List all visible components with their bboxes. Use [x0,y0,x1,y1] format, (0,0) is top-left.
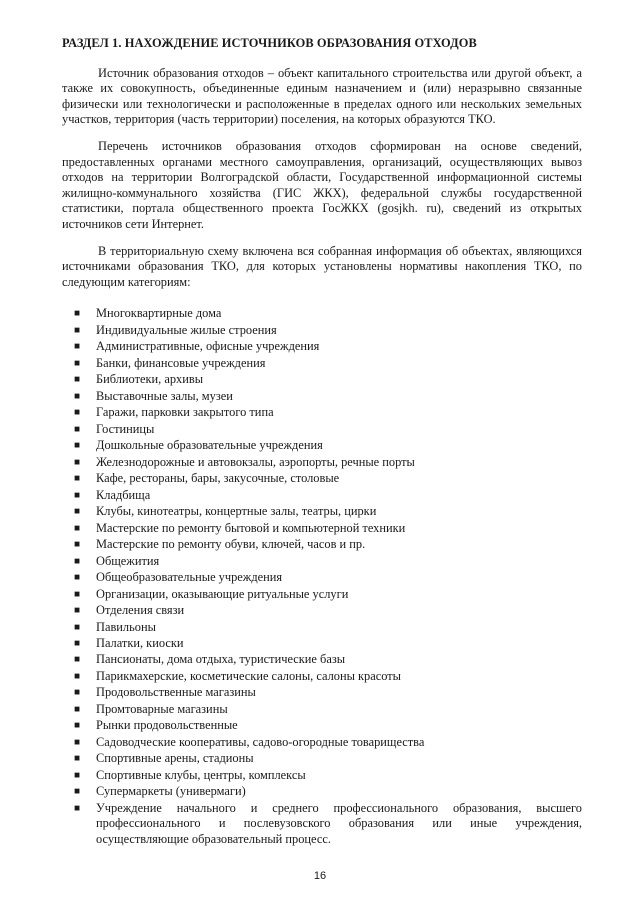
list-item-text: Индивидуальные жилые строения [96,322,277,337]
bullet-square-icon: ■ [74,440,81,452]
list-item [62,488,582,504]
bullet-square-icon: ■ [74,308,81,320]
bullet-square-icon: ■ [74,753,81,765]
list-item [62,372,582,388]
list-item-text: Продовольственные магазины [96,685,256,700]
list-item [62,422,582,438]
list-item [62,570,582,586]
list-item-text: Садоводческие кооперативы, садово-огородные товарищества [96,734,425,749]
list-item-text: Павильоны [96,619,156,634]
list-item-text: Мастерские по ремонту бытовой и компьютерной техники [96,520,406,535]
list-item-text: Общеобразовательные учреждения [96,570,283,585]
list-item-text: Банки, финансовые учреждения [96,355,266,370]
list-item [62,438,582,454]
list-item [62,504,582,520]
list-item [62,768,582,784]
list-item [62,455,582,471]
list-item-text: Дошкольные образовательные учреждения [96,438,323,453]
bullet-square-icon: ■ [74,621,81,633]
list-item [62,405,582,421]
list-item-text: Спортивные клубы, центры, комплексы [96,767,306,782]
list-item [62,685,582,701]
list-item-text: Отделения связи [96,603,185,618]
paragraph-definition: Источник образования отходов – объект капитального строительства или другой объект, а также их совокупность, объединенные единым назначением и (или) неразрывно связанные физически или технологически и расположенные в пределах одного или нескольких земельных участков, территория (часть территории) поселения, на которых образуются ТКО. [62,65,582,127]
paragraph-categories-intro: В территориальную схему включена вся собранная информация об объектах, являющихся источниками образования ТКО, для которых установлены нормативы накопления ТКО, по следующим категориям: [62,243,582,289]
bullet-square-icon: ■ [74,407,81,419]
bullet-square-icon: ■ [74,324,81,336]
bullet-square-icon: ■ [74,506,81,518]
list-item-text: Общежития [96,553,160,568]
bullet-square-icon: ■ [74,473,81,485]
list-item [62,702,582,718]
list-item [62,537,582,553]
list-item [62,323,582,339]
list-item [62,339,582,355]
bullet-square-icon: ■ [74,456,81,468]
list-item [62,471,582,487]
bullet-square-icon: ■ [74,374,81,386]
bullet-square-icon: ■ [74,555,81,567]
section-heading: РАЗДЕЛ 1. НАХОЖДЕНИЕ ИСТОЧНИКОВ ОБРАЗОВАНИЯ ОТХОДОВ [62,36,477,50]
list-item-text: Административные, офисные учреждения [96,339,320,354]
list-item-text: Учреждение начального и среднего профессионального образования, высшего профессионального и послевузовского образования или иные учреждения, осуществляющие образовательный процесс. [96,800,582,847]
page-number: 16 [313,870,327,882]
list-item [62,636,582,652]
list-item [62,587,582,603]
list-item-text: Супермаркеты (универмаги) [96,784,246,799]
bullet-square-icon: ■ [74,357,81,369]
bullet-square-icon: ■ [74,638,81,649]
list-item [62,554,582,570]
bullet-square-icon: ■ [74,489,81,501]
list-item-text: Гостиницы [96,421,155,436]
list-item [62,784,582,800]
bullet-square-icon: ■ [74,341,81,353]
list-item-text: Клубы, кинотеатры, концертные залы, театры, цирки [96,504,377,519]
list-item [62,356,582,372]
bullet-square-icon: ■ [74,605,81,617]
bullet-square-icon: ■ [74,802,81,814]
bullet-square-icon: ■ [74,720,81,732]
list-item-text: Пансионаты, дома отдыха, туристические базы [96,652,346,667]
paragraph-sources: Перечень источников образования отходов сформирован на основе сведений, предоставленных органами местного самоуправления, организаций, осуществляющих вывоз отходов на территории Волгоградской области, Государственной информационной системы жилищно-коммунального хозяйства (ГИС ЖКХ), федеральной службы государственной статистики, портала общественного проекта ГосЖКХ (gosjkh. ru), сведений из открытых источников сети Интернет. [62,138,582,231]
bullet-square-icon: ■ [74,423,81,435]
bullet-square-icon: ■ [74,522,81,534]
list-item-text: Мастерские по ремонту обуви, ключей, часов и пр. [96,537,366,552]
list-item [62,620,582,636]
list-item [62,751,582,767]
list-item [62,603,582,619]
bullet-square-icon: ■ [74,687,81,699]
list-item-text: Палатки, киоски [96,636,184,650]
bullet-square-icon: ■ [74,572,81,584]
bullet-square-icon: ■ [74,786,81,798]
list-item [62,801,582,848]
list-item-text: Парикмахерские, косметические салоны, салоны красоты [96,668,402,683]
list-item [62,735,582,751]
list-item-text: Кладбища [96,487,151,502]
bullet-square-icon: ■ [74,539,81,551]
bullet-square-icon: ■ [74,703,81,715]
list-item-text: Кафе, рестораны, бары, закусочные, столовые [96,471,340,486]
list-item [62,718,582,734]
list-item [62,669,582,685]
list-item [62,306,582,322]
list-item-text: Библиотеки, архивы [96,372,204,387]
list-item-text: Организации, оказывающие ритуальные услуги [96,586,349,601]
list-item [62,389,582,405]
list-item [62,652,582,668]
list-item-text: Промтоварные магазины [96,701,228,716]
bullet-square-icon: ■ [74,736,81,748]
list-item-text: Гаражи, парковки закрытого типа [96,405,274,420]
list-item-text: Спортивные арены, стадионы [96,751,254,766]
list-item-text: Многоквартирные дома [96,306,222,321]
list-item-text: Рынки продовольственные [96,718,238,733]
bullet-square-icon: ■ [74,588,81,600]
categories-list [62,306,582,847]
list-item [62,521,582,537]
bullet-square-icon: ■ [74,390,81,402]
bullet-square-icon: ■ [74,670,81,682]
list-item-text: Выставочные залы, музеи [96,388,233,403]
document-page [62,36,582,849]
bullet-square-icon: ■ [74,654,81,666]
bullet-square-icon: ■ [74,769,81,781]
list-item-text: Железнодорожные и автовокзалы, аэропорты, речные порты [96,454,415,469]
